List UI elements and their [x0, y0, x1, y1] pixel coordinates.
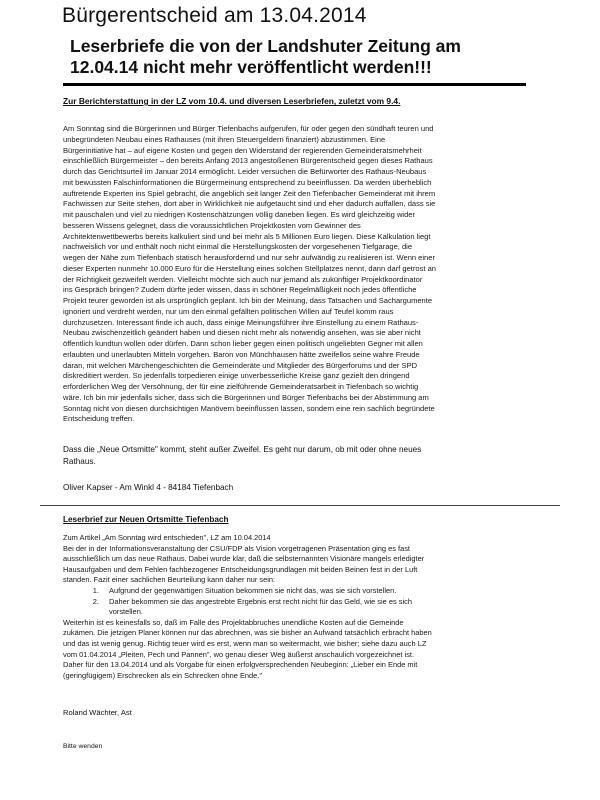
letter1-text-line: Entscheidung treffen.	[63, 414, 135, 424]
letter1-text-line: Projekt teurer geworden ist als ursprünglich geplant. Ich bin der Meinung, dass Tatsachen und Sachargumente	[63, 296, 433, 305]
letter2-text-line: vom 01.04.2014 „Pleiten, Pech und Pannen", wo genau dieser Weg äußerst anschaulich vorgezeichnet ist.	[63, 649, 415, 659]
headline-line-1: Leserbriefe die von der Landshuter Zeitung am	[70, 36, 461, 56]
letter1-text-line: einschließlich Bürgermeister – den bereits Anfang 2013 angestoßenen Bürgerentscheid gegen dieses Rathaus	[63, 156, 433, 166]
letter1-text-line: Sonntag nicht von diesen durchsichtigen Manövern beeinflussen lassen, sondern eine rein sachlich begründete	[63, 403, 435, 413]
letter1-text-line: nachweislich vor und enthält noch nicht einmal die Herstellungskosten der vorgesehenen Tiefgarage, die	[63, 242, 413, 252]
letter2-text-line: und das ist wenig genug. Richtig teuer wird es erst, wenn man so weitermacht, wie bisher; siehe dazu auch LZ	[63, 638, 427, 648]
letter2-body	[63, 533, 541, 681]
list-number: 2.	[92, 596, 99, 606]
document-title: Bürgerentscheid am 13.04.2014	[62, 4, 367, 27]
letter1-text-line: Fachwissen zur Seite stehen, dort aber in Wirklichkeit nie aufgetaucht sind und eher dadurch auffallen, dass sie	[63, 199, 436, 209]
section-divider	[40, 505, 560, 506]
letter1-heading: Zur Berichterstattung in der LZ vom 10.4. und diversen Leserbriefen, zuletzt vom 9.4.	[63, 96, 401, 106]
letter1-closing-line-1: Dass die „Neue Ortsmitte" kommt, steht außer Zweifel. Es geht nur darum, ob mit oder ohne neues	[63, 445, 422, 454]
letter1-text-line: durch das Gerichtsurteil im Januar 2014 ermöglicht. Leider versuchen die Befürworter des Rathaus-Neubaus	[63, 167, 427, 176]
letter1-text-line: Am Sonntag sind die Bürgerinnen und Bürger Tiefenbachs aufgerufen, für oder gegen den sündhaft teuren und	[63, 124, 434, 133]
letter1-closing-line-2: Rathaus.	[63, 457, 96, 466]
footer-note: Bitte wenden	[63, 743, 103, 750]
letter1-text-line: dieser Experten nunmehr 10.000 Euro für die Herstellung eines solchen Stellplatzes nennt, dann darf getrost an	[63, 263, 436, 273]
letter1-text-line: ins Gespräch bringen? Zudem dürfte jeder wissen, dass in schöner Regelmäßigkeit noch jedes öffentliche	[63, 285, 417, 295]
list-number: 1.	[92, 585, 99, 595]
letter1-text-line: Bürgerinitiative hat – auf eigene Kosten und gegen den Widerstand der regierenden Gemeinderatsmehrheit	[63, 145, 422, 155]
letter2-heading: Leserbrief zur Neuen Ortsmitte Tiefenbach	[63, 515, 229, 524]
letter2-text-line: Bei der in der Informationsveranstaltung der CSU/FDP als Vision vorgetragenen Präsentation ging es fast	[63, 543, 410, 553]
letter1-text-line: mit pauschalen und viel zu niedrigen Kostenschätzungen völlig daneben liegen. Es wird gleichzeitig wider	[63, 210, 415, 219]
letter1-text-line: öffentlich kundtun wollen oder dürfen. Dann schon lieber gegen einen politisch ungeliebten Gegner mit allen	[63, 339, 423, 348]
letter1-text-line: mit bewussten Falschinformationen die Bürgermeinung entsprechend zu beeinflussen. Da werden überheblich	[63, 177, 432, 187]
letter1-text-line: unbegründeten Neubau eines Rathauses (mit ihren Steuergeldern finanziert) abzustimmen. Eine	[63, 134, 386, 144]
letter2-text-line: ausschließlich um das neue Rathaus. Dabei wurde klar, daß die selbsternannten Visionäre mangels erledigter	[63, 554, 425, 564]
letter1-text-line: wegen der Nähe zum Tiefenbach statisch herausfordernd und nur sehr aufwändig zu realisieren ist. Wenn einer	[63, 253, 435, 262]
headline-underline	[63, 83, 526, 86]
letter1-text-line: diskreditiert werden. So jedenfalls torpedieren einige unverbesserliche Kreise ganz gezielt den dringend	[63, 371, 410, 381]
headline-line-2: 12.04.14 nicht mehr veröffentlicht werden!!!	[70, 57, 432, 77]
letter1-text-line: auftretende Experten ins Spiel gebracht, die angeblich seit langer Zeit den Tiefenbacher Gemeinderat mit ihrem	[63, 188, 436, 198]
letter1-signature: Oliver Kapser - Am Winkl 4 - 84184 Tiefenbach	[63, 483, 234, 492]
headline	[70, 36, 570, 78]
letter1-text-line: daran, mit welchen Märchengeschichten die Gemeinderäte und Mitglieder des Bürgerforums und der SPD	[63, 360, 418, 370]
letter1-text-line: Neubau zwischenzeitlich geändert haben und diesen nicht mehr als notwendig ansehen, was sie aber nicht	[63, 328, 421, 338]
letter1-text-line: durchzusetzen. Interessant finde ich auch, dass einige Meinungsführer ihre Einstellung zu einem Rathaus-	[63, 317, 419, 327]
letter1-text-line: wäre. Ich bin mir jedenfalls sicher, dass sich die Bürgerinnen und Bürger Tiefenbachs bei der Abstimmung am	[63, 392, 429, 402]
letter1-text-line: erforderlichen Weg der Versöhnung, der für eine zielführende Gemeinderatsarbeit in Tiefenbach so wichtig	[63, 382, 419, 391]
letter1-text-line: besseren Wissens gelegnet, dass die voraussichtlichen Projektkosten vom Gewinner des	[63, 220, 361, 230]
letter1-body	[63, 124, 541, 425]
letter2-list-item	[63, 586, 541, 597]
letter2-text-line: Daher für den 13.04.2014 und als Vorgabe für einen erfolgversprechenden Neubeginn: „Lieber ein Ende mit	[63, 660, 418, 670]
list-text: Daher bekommen sie das angestrebte Ergebnis erst recht nicht für das Geld, wie sie es sich	[109, 596, 413, 606]
letter1-text-line: der Richtigkeit gezweifelt werden. Vielleicht möchte sich auch nur jemand als zukünftiger Projektkoordinator	[63, 274, 423, 284]
letter2-list-item	[63, 597, 541, 608]
letter2-text-line: (geringfügigem) Erschrecken als ein Schrecken ohne Ende."	[63, 670, 263, 680]
letter2-text-line: Hausaufgaben und dem Fehlen fachbezogener Entscheidungsgrundlagen mit beiden Beinen fest in der Luft	[63, 564, 418, 574]
letter2-text-line: standen. Fazit einer sachlichen Beurteilung kann daher nur sein:	[63, 575, 276, 585]
letter1-text-line: ignoriert und verdreht werden, nur um den einmal gefällten politischen Willen auf Teufel komm raus	[63, 306, 394, 316]
letter1-text-line: erlaubten und unerlaubten Mitteln vorgehen. Baron von Münchhausen hätte zweifellos seine wahre Freude	[63, 349, 420, 359]
letter1-closing	[63, 444, 541, 468]
letter2-list-continuation: vorstellen.	[109, 607, 143, 617]
letter1-text-line: Architektenwettbewerbs bereits kalkuliert sind und bei mehr als 5 Millionen Euro liegen. Diese Kalkulation liegt	[63, 231, 431, 241]
letter2-text-line: Weiterhin ist es keinesfalls so, daß im Falle des Projektabbruches unendliche Kosten auf die Gemeinde	[63, 617, 404, 627]
letter2-text-line: zukämen. Die jetzigen Planer können nur das abrechnen, was sie bisher an Aufwand tatsächlich erbracht haben	[63, 628, 432, 638]
letter2-signature: Roland Wächter, Ast	[63, 708, 132, 717]
letter2-text-line: Zum Artikel „Am Sonntag wird entschieden", LZ am 10.04.2014	[63, 533, 271, 542]
list-text: Aufgrund der gegenwärtigen Situation bekommen sie nicht das, was sie sich vorstellen.	[109, 585, 397, 595]
